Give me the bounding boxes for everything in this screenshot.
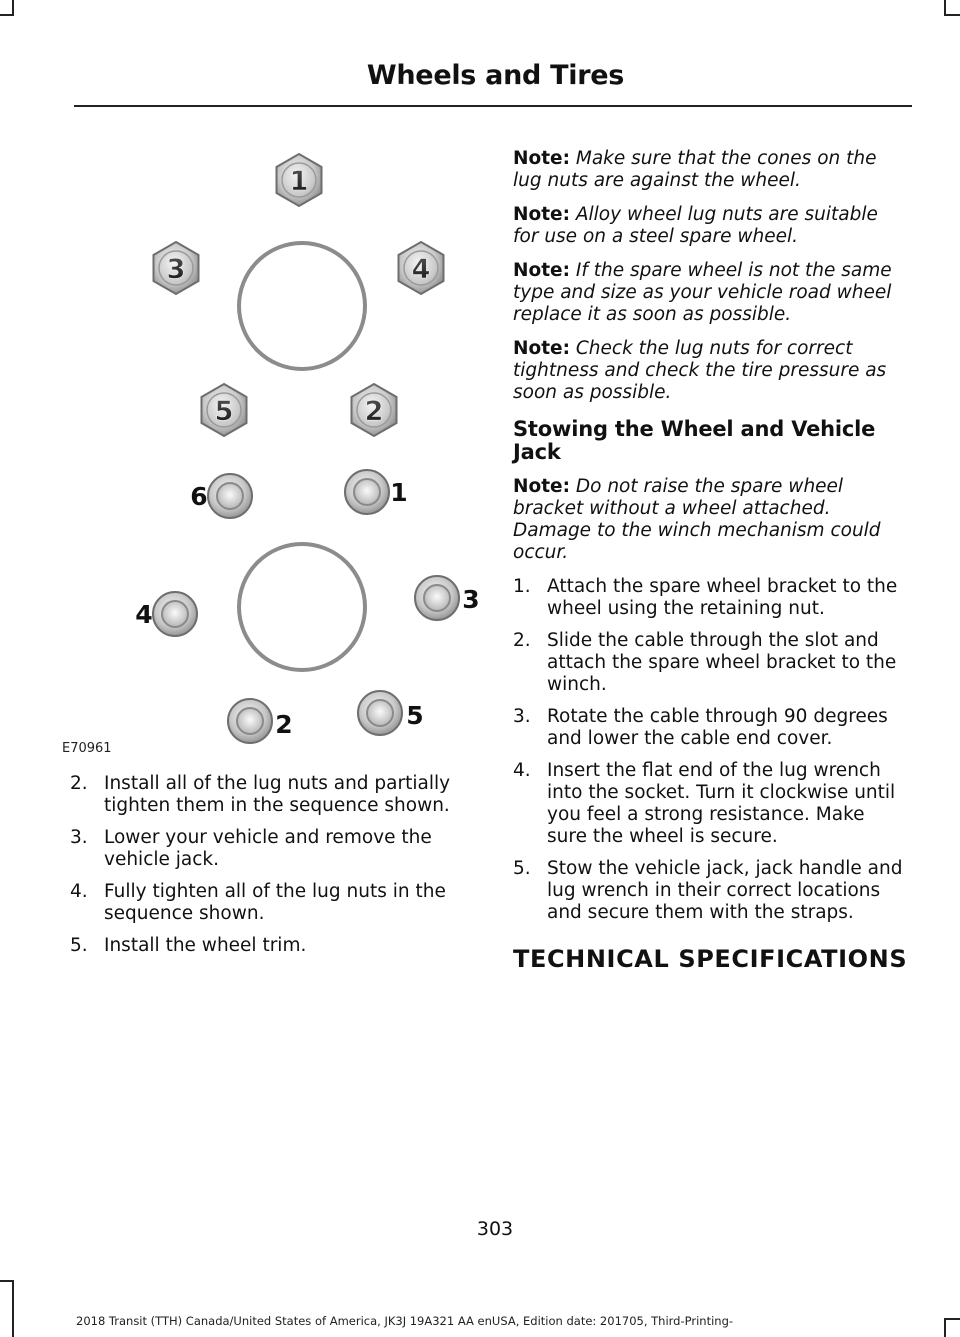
right-column (513, 148, 908, 973)
lug-label: 4 (135, 600, 153, 629)
lug-label: 3 (462, 585, 480, 614)
step-number: 3. (513, 706, 531, 727)
note (513, 260, 908, 326)
crop-mark (12, 1280, 14, 1337)
lug-nut-6-3 (415, 576, 459, 620)
note (513, 204, 908, 248)
note-text: Do not raise the spare wheel bracket without a wheel attached. Damage to the winch mechanism could occur. (513, 476, 881, 563)
step-text: Install all of the lug nuts and partially tighten them in the sequence shown. (104, 773, 451, 816)
section-subheading: Stowing the Wheel and Vehicle Jack (513, 417, 876, 464)
lug-nut-6-4 (153, 592, 197, 636)
note-label: Note: (513, 148, 570, 169)
list-item (513, 858, 908, 924)
step-number: 4. (70, 881, 88, 902)
note (513, 148, 908, 192)
list-item (513, 630, 908, 696)
crop-mark (944, 0, 946, 14)
step-number: 2. (513, 630, 531, 651)
lug-label: 2 (275, 710, 293, 739)
note (513, 476, 908, 564)
step-text: Attach the spare wheel bracket to the wheel using the retaining nut. (547, 576, 898, 619)
crop-mark (944, 14, 960, 16)
note-label: Note: (513, 260, 570, 281)
lug-label: 4 (411, 254, 431, 285)
step-number: 1. (513, 576, 531, 597)
lug-label: 5 (406, 701, 424, 730)
step-number: 3. (70, 827, 88, 848)
step-text: Fully tighten all of the lug nuts in the sequence shown. (104, 881, 446, 924)
footer-edition-text: 2018 Transit (TTH) Canada/United States of America, JK3J 19A321 AA enUSA, Edition date: 201705, Third-Printing- (76, 1314, 734, 1328)
list-item (70, 935, 470, 957)
note-text: Make sure that the cones on the lug nuts are against the wheel. (513, 148, 877, 191)
list-item (70, 827, 470, 871)
stowing-steps (513, 576, 908, 924)
wheel-hub-5-lug (239, 243, 365, 369)
step-text: Slide the cable through the slot and attach the spare wheel bracket to the winch. (547, 630, 897, 695)
list-item (70, 881, 470, 925)
list-item (513, 706, 908, 750)
left-column (70, 773, 470, 967)
wheel-hub-6-lug (239, 544, 365, 670)
note-label: Note: (513, 476, 570, 497)
step-number: 4. (513, 760, 531, 781)
header-divider (74, 105, 912, 107)
section-heading: TECHNICAL SPECIFICATIONS (513, 945, 908, 973)
step-number: 5. (70, 935, 88, 956)
note-text: Alloy wheel lug nuts are suitable for use on a steel spare wheel. (513, 204, 878, 247)
note (513, 338, 908, 404)
page-title: Wheels and Tires (366, 60, 624, 91)
lug-label: 1 (289, 166, 309, 197)
list-item (513, 760, 908, 848)
lug-label: 1 (390, 478, 408, 507)
list-item (70, 773, 470, 817)
step-text: Lower your vehicle and remove the vehicle jack. (104, 827, 432, 870)
step-number: 5. (513, 858, 531, 879)
note-text: Check the lug nuts for correct tightness and check the tire pressure as soon as possible. (513, 338, 887, 403)
crop-mark (944, 1318, 960, 1320)
lug-nut-5-4 (399, 242, 444, 294)
note-text: If the spare wheel is not the same type and size as your vehicle road wheel replace it as soon as possible. (513, 260, 892, 325)
step-text: Insert the flat end of the lug wrench into the socket. Turn it clockwise until you feel a strong resistance. Make sure the wheel is secure. (547, 760, 896, 847)
step-text: Stow the vehicle jack, jack handle and lug wrench in their correct locations and secure them with the straps. (547, 858, 903, 923)
step-text: Rotate the cable through 90 degrees and lower the cable end cover. (547, 706, 888, 749)
lug-nut-6-1 (345, 470, 389, 514)
figure-id: E70961 (62, 741, 112, 756)
page-number: 303 (476, 1218, 514, 1240)
note-label: Note: (513, 338, 570, 359)
lug-nut-5-1 (277, 154, 322, 206)
lug-nut-sequence-figure (60, 148, 492, 760)
lug-label: 3 (166, 254, 186, 285)
crop-mark (0, 14, 14, 16)
lug-nut-6-2 (228, 699, 272, 743)
crop-mark (944, 1318, 946, 1337)
lug-label: 2 (364, 396, 384, 427)
step-text: Install the wheel trim. (104, 935, 307, 956)
lug-label: 5 (214, 396, 234, 427)
lug-label: 6 (190, 482, 208, 511)
lug-nut-6-6 (208, 474, 252, 518)
lug-nut-5-3 (154, 242, 199, 294)
lug-nut-6-5 (358, 691, 402, 735)
lug-nut-5-2 (352, 384, 397, 436)
lug-nut-5-5 (202, 384, 247, 436)
crop-mark (0, 1280, 14, 1282)
step-number: 2. (70, 773, 88, 794)
tire-change-steps (70, 773, 470, 957)
note-label: Note: (513, 204, 570, 225)
list-item (513, 576, 908, 620)
